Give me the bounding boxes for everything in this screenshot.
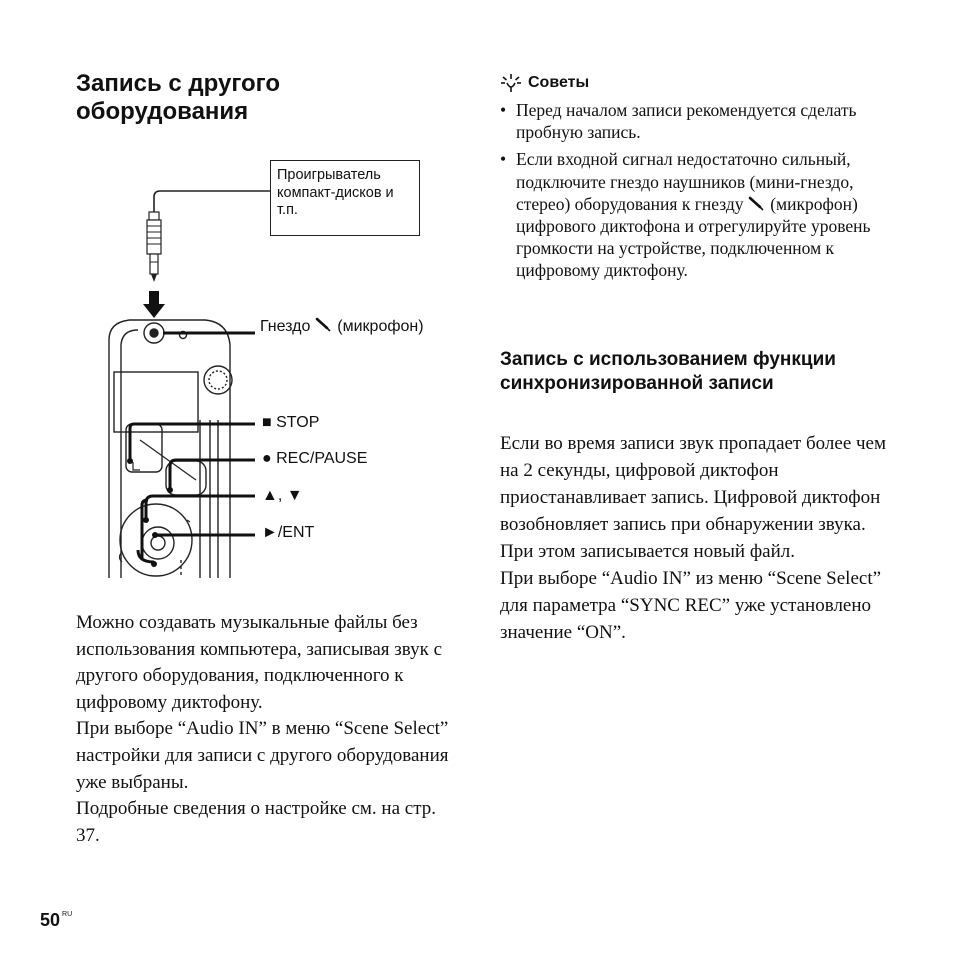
lightbulb-icon: [500, 72, 522, 94]
bullet-icon: •: [500, 100, 507, 120]
intro-paragraph-3: Подробные сведения о настройке см. на стр. 37.: [76, 798, 436, 846]
tips-list: [500, 99, 880, 287]
sync-paragraph-1: Если во время записи звук пропадает более чем на 2 секунды, цифровой диктофон приостанавливает запись. Цифровой диктофон возобновляет запись при обнаружении звука. При этом записывается новый файл.: [500, 433, 887, 562]
page-number: [40, 910, 72, 931]
tip-2-text-pre: Если входной сигнал недостаточно сильный, подключите гнездо наушников (мини-гнездо, стерео) оборудования к гнезду: [516, 149, 854, 214]
sync-section-text: [500, 430, 900, 646]
mic-jack-label-post: (микрофон): [337, 318, 424, 335]
leader-lines: [130, 333, 255, 562]
intro-paragraph-1: Можно создавать музыкальные файлы без использования компьютера, записывая звук с другого оборудования, подключенного к цифровому диктофону.: [76, 612, 443, 713]
ent-label: ►/ENT: [262, 524, 315, 541]
recorder-device: [109, 320, 232, 578]
audio-cable: [154, 191, 270, 214]
mic-jack-label-pre: Гнездо: [260, 318, 311, 335]
sync-paragraph-2: При выборе “Audio IN” из меню “Scene Select” для параметра “SYNC REC” уже установлено значение “ON”.: [500, 568, 882, 643]
tip-item: [500, 148, 880, 281]
source-device-callout: Проигрыватель компакт-дисков и т.п.: [270, 160, 420, 236]
intro-paragraph-2: При выборе “Audio IN” в меню “Scene Select” настройки для записи с другого оборудования уже выбраны.: [76, 718, 449, 793]
stop-label: ■ STOP: [262, 414, 320, 431]
bullet-icon: •: [500, 149, 507, 170]
microphone-icon: [315, 317, 333, 333]
tip-item: [500, 99, 880, 143]
tip-1-text: Перед началом записи рекомендуется сделать пробную запись.: [516, 100, 857, 143]
microphone-icon: [748, 196, 766, 212]
tips-heading-text: Советы: [528, 74, 590, 91]
tips-heading: [500, 72, 589, 94]
insert-arrow-icon: [143, 291, 165, 318]
plug-icon: [147, 212, 161, 282]
sync-section-title: Запись с использованием функции синхронизированной записи: [500, 349, 836, 394]
intro-text: [76, 610, 456, 849]
page-title: Запись с другого оборудования: [76, 70, 281, 125]
mic-jack-label: [260, 317, 424, 336]
tip-2-text-post: (микрофон) цифрового диктофона и отрегулируйте уровень громкости на устройстве, подключенном к цифровому диктофону.: [516, 193, 871, 281]
up-down-label: ▲, ▼: [262, 487, 303, 504]
rec-pause-label: ● REC/PAUSE: [262, 450, 368, 467]
page-number-value: 50: [40, 910, 61, 930]
page-language: RU: [62, 911, 73, 918]
